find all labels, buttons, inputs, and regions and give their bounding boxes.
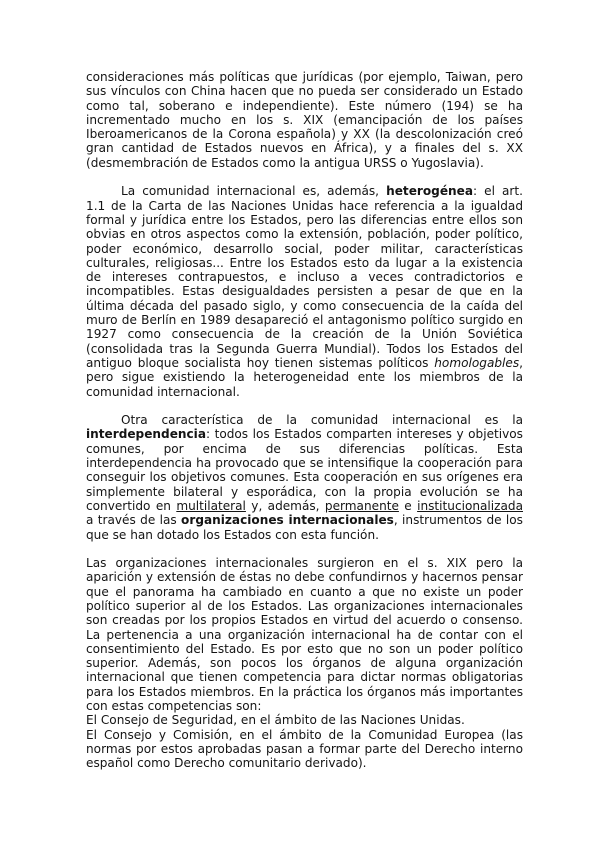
- underlined-term-institucionalizada: institucionalizada: [417, 498, 523, 513]
- italic-term-homologables: homologables: [434, 355, 520, 370]
- underlined-term-permanente: permanente: [324, 498, 399, 513]
- text-run: : el art. 1.1 de la Carta de las Naciones Unidas hace referencia a la igualdad formal y jurídica entre los Estados, pero las diferencias entre ellos son obvias en otros aspectos como la extensión, población, poder político, poder económico, desarrollo social, poder militar, características culturales, religiosas... Entre los Estados esto da lugar a la existencia de intereses contrapuestos, e incluso a veces contradictorios e incompatibles. Estas desigualdades persisten a pesar de que en la última década del pasado siglo, y como consecuencia de la caída del muro de Berlín en 1989 desapareció el antagonismo político surgido en 1927 como consecuencia de la creación de la Unión Soviética (consolidada tras la Segunda Guerra Mundial). Todos los Estados del antiguo bloque socialista hoy tienen sistemas políticos: [86, 184, 523, 370]
- text-run: , instrumentos de los que se han dotado los Estados con esta función.: [86, 513, 523, 542]
- document-page: [86, 70, 523, 771]
- paragraph-interdependence: [86, 413, 523, 542]
- bold-term-organizaciones: organizaciones internacionales: [181, 513, 394, 528]
- text-run: : todos los Estados comparten intereses y objetivos comunes, por encima de sus diferencias políticas. Esta interdependencia ha provocado que se intensifique la cooperación para conseguir los objetivos comunes. Esta cooperación en sus orígenes era simplemente bilateral y esporádica, con la propia evolución se ha convertido en: [86, 427, 523, 513]
- paragraph-states-count: consideraciones más políticas que jurídicas (por ejemplo, Taiwan, pero sus vínculos con China hacen que no pueda ser considerado un Estado como tal, soberano e independiente). Este número (194) se ha incrementado mucho en los s. XIX (emancipación de los países Iberoamericanos de la Corona española) y XX (la descolonización creó gran cantidad de Estados nuevos en África), y a finales del s. XX (desmembración de Estados como la antigua URSS o Yugoslavia).: [86, 70, 523, 170]
- bold-term-interdependencia: interdependencia: [86, 427, 206, 442]
- paragraph-organizations: Las organizaciones internacionales surgieron en el s. XIX pero la aparición y extensión de éstas no debe confundirnos y hacernos pensar que el panorama ha cambiado en cuanto a que no existe un poder político superior al de los Estados. Las organizaciones internacionales son creadas por los propios Estados en virtud del acuerdo o consenso. La pertenencia a una organización internacional ha de contar con el consentimiento del Estado. Es por esto que no son un poder político superior. Además, son pocos los órganos de alguna organización internacional que tienen competencia para dictar normas obligatorias para los Estados miembros. En la práctica los órganos más importantes con estas competencias son:: [86, 556, 523, 714]
- text-run: La comunidad internacional es, además,: [121, 184, 387, 199]
- text-run: y, además,: [245, 498, 325, 513]
- text-run: , pero sigue existiendo la heterogeneidad ente los miembros de la comunidad internacional.: [86, 355, 523, 399]
- bold-term-heterogenea: heterogénea: [386, 184, 474, 199]
- text-run: e: [398, 498, 418, 513]
- paragraph-heterogeneity: [86, 184, 523, 398]
- text-run: Otra característica de la comunidad internacional es la: [121, 413, 523, 428]
- list-item-council-commission: El Consejo y Comisión, en el ámbito de la Comunidad Europea (las normas por estos aprobadas pasan a formar parte del Derecho interno español como Derecho comunitario derivado).: [86, 727, 523, 771]
- list-item-security-council: El Consejo de Seguridad, en el ámbito de las Naciones Unidas.: [86, 713, 465, 728]
- underlined-term-multilateral: multilateral: [176, 498, 246, 513]
- text-run: a través de las: [86, 513, 182, 528]
